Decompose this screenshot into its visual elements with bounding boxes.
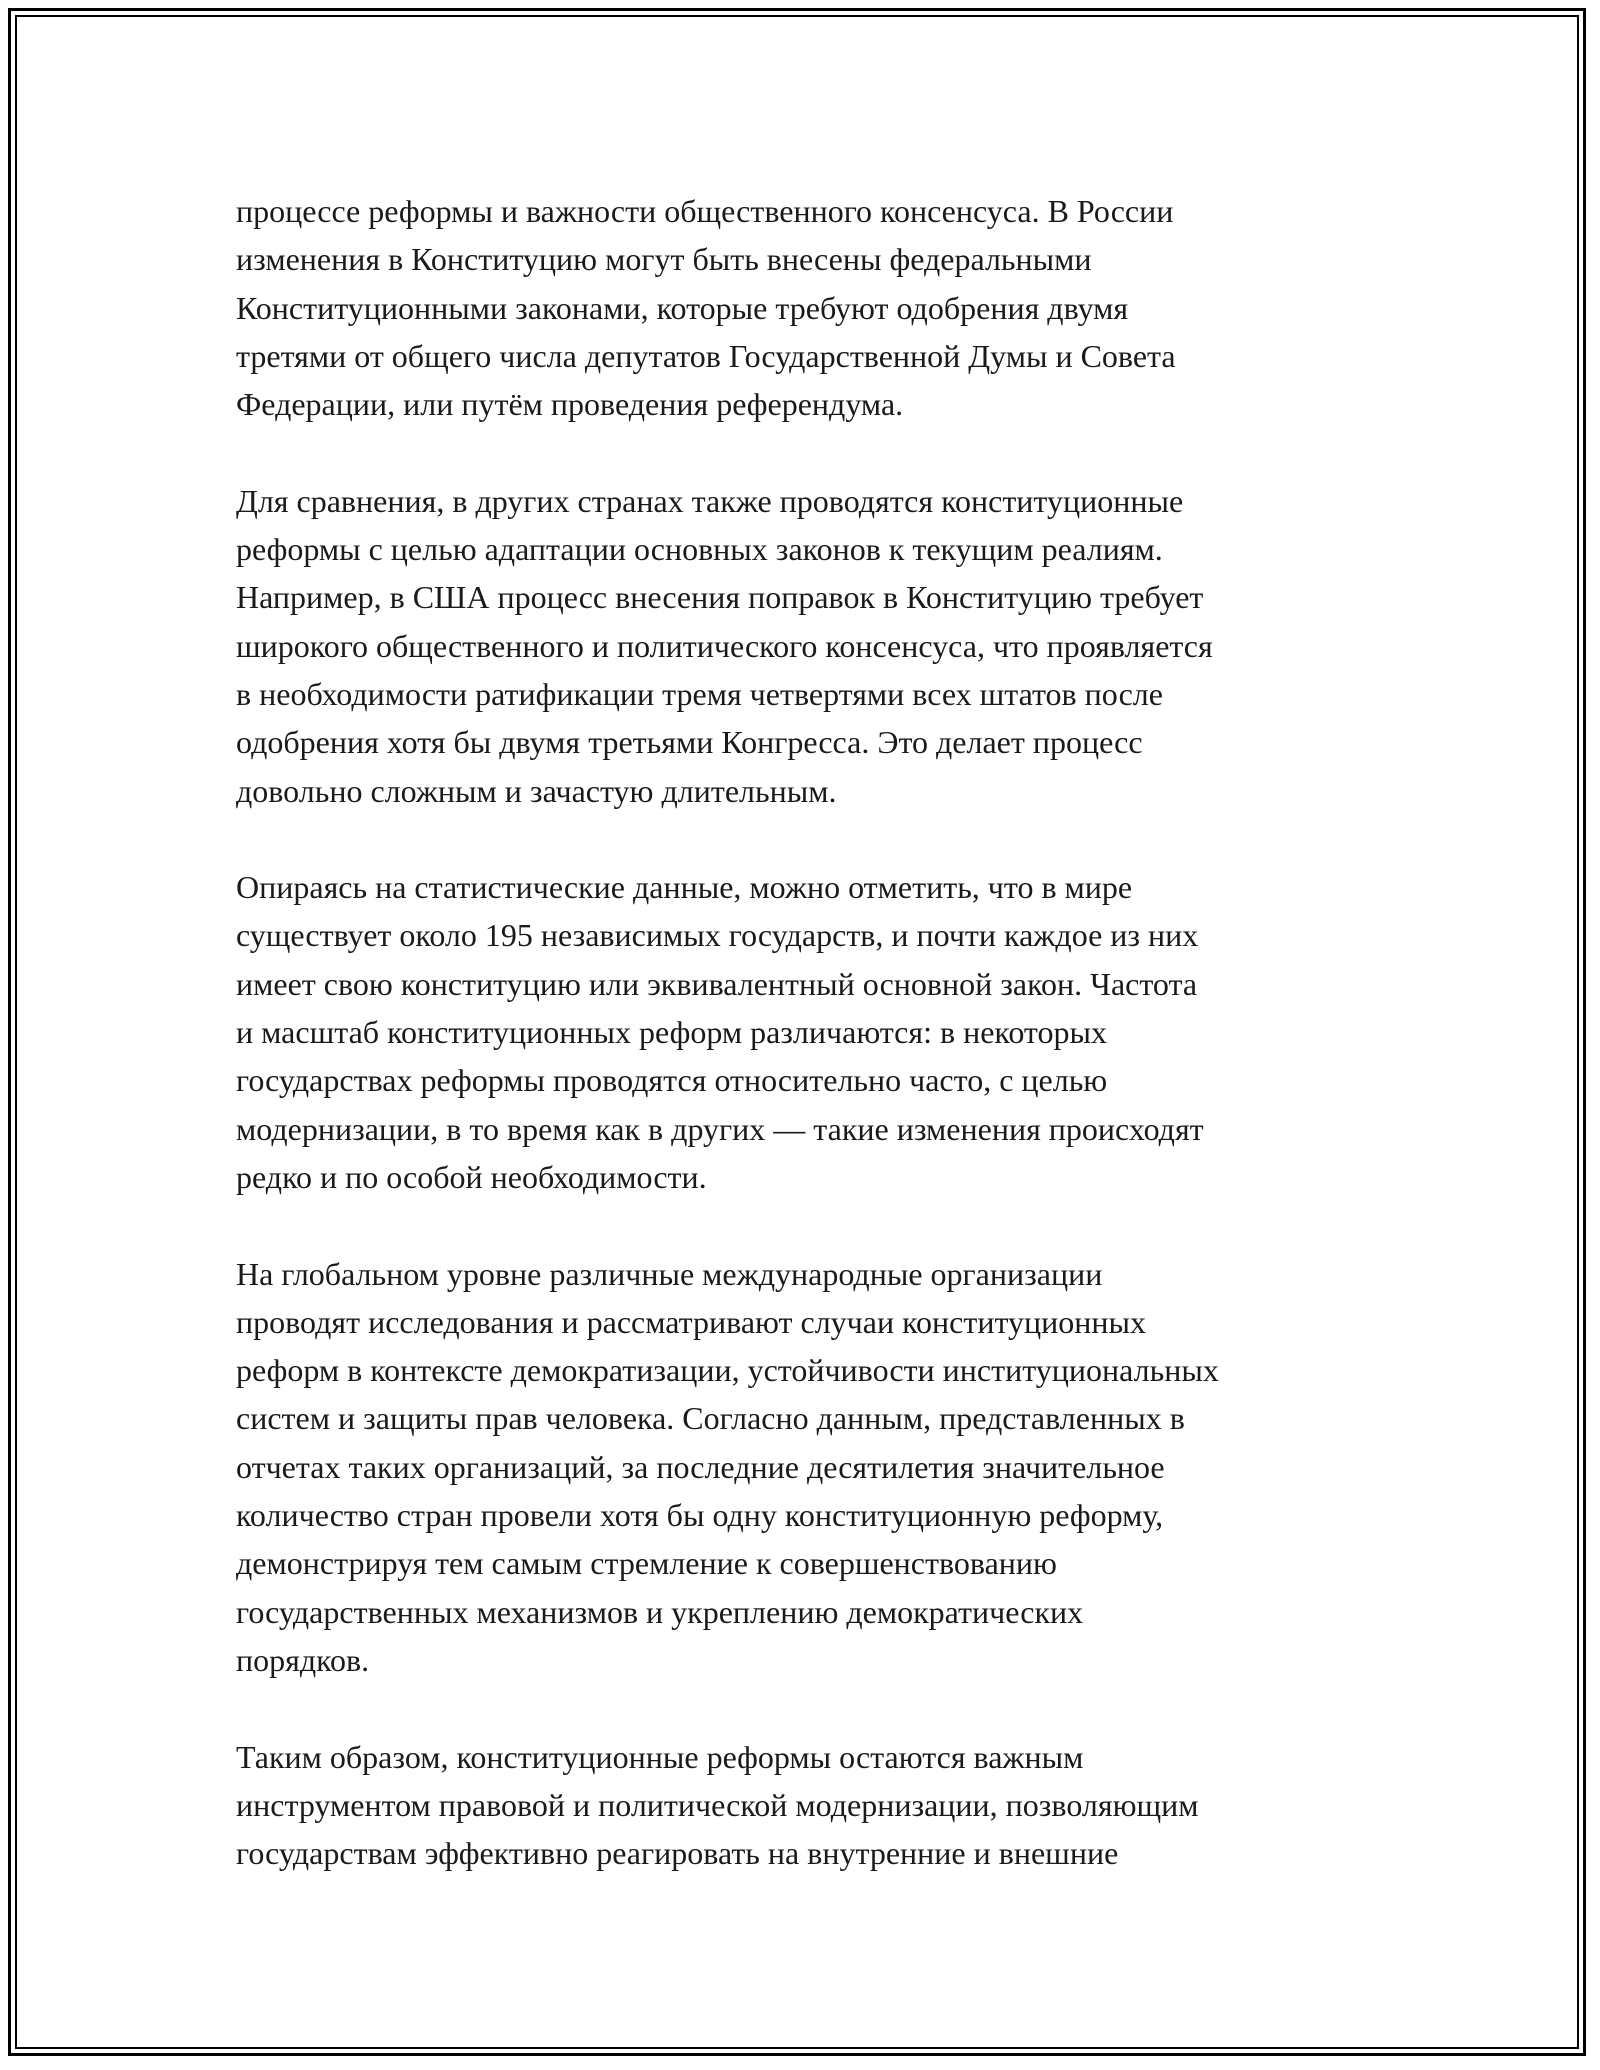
paragraph-3 [236, 863, 1366, 1201]
text-line: широкого общественного и политического консенсуса, что проявляется [236, 627, 1213, 664]
text-line: Конституционными законами, которые требуют одобрения двумя [236, 289, 1129, 326]
text-line: инструментом правовой и политической модернизации, позволяющим [236, 1786, 1199, 1823]
paragraph-5 [236, 1733, 1366, 1878]
text-line: реформ в контексте демократизации, устойчивости институциональных [236, 1352, 1219, 1389]
text-line: довольно сложным и зачастую длительным. [236, 772, 837, 809]
text-line: и масштаб конституционных реформ различаются: в некоторых [236, 1014, 1107, 1051]
text-line: редко и по особой необходимости. [236, 1158, 707, 1195]
text-line: проводят исследования и рассматривают случаи конституционных [236, 1303, 1147, 1340]
text-line: количество стран провели хотя бы одну конституционную реформу, [236, 1497, 1164, 1534]
text-line: порядков. [236, 1641, 370, 1678]
text-line: имеет свою конституцию или эквивалентный основной закон. Частота [236, 965, 1198, 1002]
paragraph-1 [236, 187, 1366, 428]
text-line: Таким образом, конституционные реформы остаются важным [236, 1738, 1084, 1775]
text-line: изменения в Конституцию могут быть внесены федеральными [236, 241, 1092, 278]
text-line: демонстрируя тем самым стремление к совершенствованию [236, 1545, 1057, 1582]
text-line: Например, в США процесс внесения поправок в Конституцию требует [236, 579, 1204, 616]
text-line: На глобальном уровне различные международные организации [236, 1255, 1103, 1292]
text-line: третями от общего числа депутатов Государственной Думы и Совета [236, 337, 1176, 374]
text-line: отчетах таких организаций, за последние десятилетия значительное [236, 1448, 1165, 1485]
paragraph-2 [236, 477, 1366, 815]
text-line: государствах реформы проводятся относительно часто, с целью [236, 1062, 1108, 1099]
text-line: государственных механизмов и укреплению демократических [236, 1593, 1084, 1630]
text-line: процессе реформы и важности общественного консенсуса. В России [236, 193, 1174, 229]
text-line: систем и защиты прав человека. Согласно данным, представленных в [236, 1400, 1185, 1437]
document-body [236, 187, 1366, 1926]
text-line: государствам эффективно реагировать на внутренние и внешние [236, 1835, 1119, 1872]
text-line: Федерации, или путём проведения референдума. [236, 386, 904, 423]
paragraph-4 [236, 1250, 1366, 1685]
text-line: Для сравнения, в других странах также проводятся конституционные [236, 482, 1184, 519]
text-line: реформы с целью адаптации основных законов к текущим реалиям. [236, 531, 1163, 568]
text-line: Опираясь на статистические данные, можно отметить, что в мире [236, 869, 1133, 906]
text-line: существует около 195 независимых государств, и почти каждое из них [236, 917, 1199, 954]
text-line: одобрения хотя бы двумя третьями Конгресса. Это делает процесс [236, 724, 1143, 761]
text-line: модернизации, в то время как в других — такие изменения происходят [236, 1110, 1204, 1147]
text-line: в необходимости ратификации тремя четвертями всех штатов после [236, 675, 1163, 712]
